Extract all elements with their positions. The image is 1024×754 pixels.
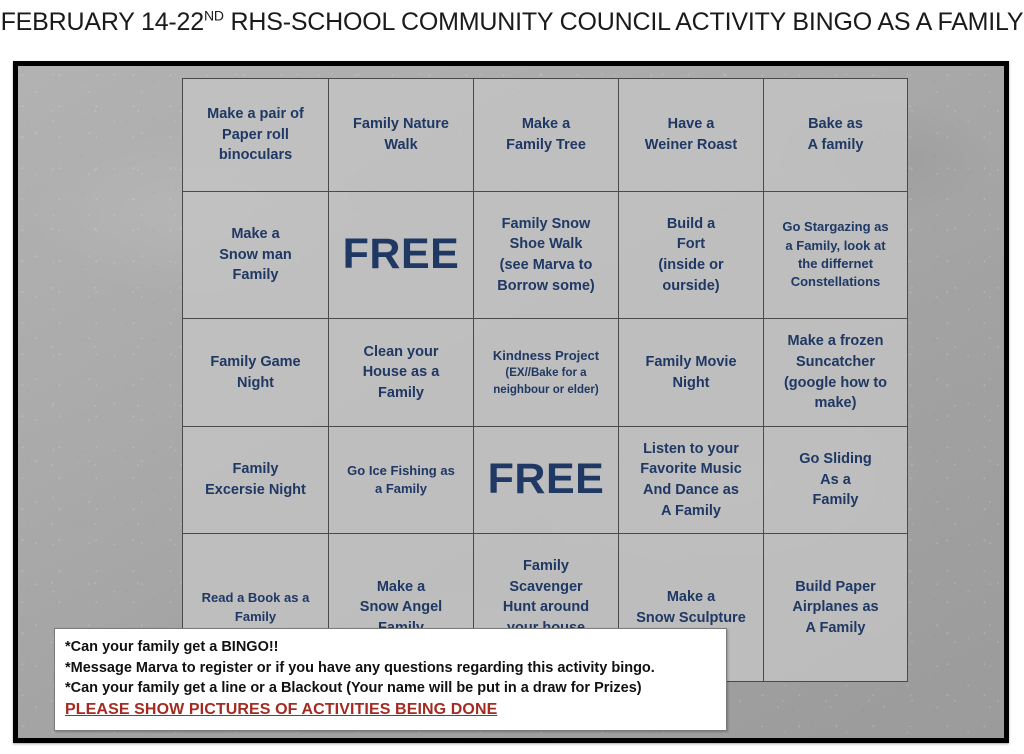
bingo-cell[interactable] (329, 319, 474, 427)
bingo-cell-line: the differnet (797, 256, 874, 271)
bingo-cell-line: Go Stargazing as (782, 219, 889, 235)
bingo-cell-line: Airplanes as (792, 599, 879, 616)
bingo-cell-line: binoculars (218, 147, 293, 164)
bingo-cell-line: Paper roll (222, 126, 289, 143)
bingo-cell-line: Make a pair of (207, 106, 304, 123)
bingo-cell-line: Make a (666, 588, 716, 605)
bingo-cell[interactable] (183, 192, 329, 319)
bingo-cell-line: Suncatcher (796, 353, 875, 370)
bingo-cell-line: Make a frozen (787, 333, 884, 350)
bingo-cell-line: House as a (362, 364, 440, 381)
bingo-row (183, 192, 908, 319)
instruction-emphasis: PLEASE SHOW PICTURES OF ACTIVITIES BEING DONE (65, 700, 498, 718)
bingo-cell[interactable] (764, 427, 908, 534)
bingo-cell-line: Make a (231, 226, 280, 243)
title-lead: FEBRUARY 14-22 (0, 8, 204, 36)
instruction-line: *Can your family get a line or a Blackout (Your name will be put in a draw for Prizes) (65, 680, 642, 697)
bingo-cell-line: And Dance as (643, 482, 739, 498)
title-trail: RHS-SCHOOL COMMUNITY COUNCIL ACTIVITY BINGO AS A FAMILY (223, 8, 1024, 36)
bingo-cell-line: A family (807, 137, 864, 153)
bingo-cell-line: a Family, look at (785, 237, 886, 253)
bingo-cell-line: FREE (487, 455, 605, 504)
bingo-cell-line: ourside) (662, 277, 720, 294)
bingo-cell-line: Build Paper (795, 578, 876, 595)
bingo-cell-line: Scavenger (509, 578, 583, 595)
bingo-cell-line: Family Nature (353, 116, 449, 133)
bingo-cell-line: Family Tree (506, 137, 586, 153)
bingo-cell-line: Family (523, 558, 569, 575)
bingo-cell-line: Family (232, 267, 279, 284)
bingo-cell-line: Night (236, 374, 275, 391)
bingo-cell[interactable] (619, 192, 764, 319)
bingo-cell-line: Weiner Roast (644, 137, 738, 153)
bingo-cell-line: Family (232, 461, 279, 478)
bingo-row (183, 79, 908, 192)
page-title (0, 8, 1024, 37)
bingo-cell-subline: neighbour or elder) (493, 383, 599, 396)
bingo-cell-line: Hunt around (502, 599, 590, 616)
bingo-cell-line: As a (820, 471, 851, 488)
bingo-cell-line: Excersie Night (205, 482, 306, 498)
bingo-cell-subline: (EX//Bake for a (505, 367, 587, 380)
bingo-cell-line: Constellations (790, 274, 881, 290)
bingo-cell-line: Kindness Project (492, 347, 600, 363)
bingo-cell-line: Family (378, 384, 424, 401)
bingo-cell-line: Family (812, 492, 859, 509)
bingo-cell-line: (inside or (658, 257, 724, 273)
bingo-cell-line: FREE (342, 230, 460, 279)
bingo-cell-free[interactable] (474, 427, 619, 534)
bingo-cell-line: Snow Sculpture (636, 609, 746, 626)
bingo-row (183, 319, 908, 427)
bingo-cell-line: Go Ice Fishing as (347, 462, 455, 478)
bingo-cell-line: Family (234, 608, 277, 624)
bingo-cell[interactable] (764, 192, 908, 319)
bingo-cell-line: Make a (376, 578, 426, 595)
bingo-cell-line: Build a (666, 215, 716, 232)
bingo-cell-line: Clean your (363, 343, 439, 360)
bingo-cell[interactable] (329, 427, 474, 534)
bingo-cell[interactable] (474, 192, 619, 319)
bingo-cell-line: Make a (521, 116, 571, 133)
bingo-cell-line: A Family (661, 502, 721, 519)
bingo-cell[interactable] (474, 319, 619, 427)
bingo-cell-line: Snow Angel (359, 599, 443, 616)
instruction-line: *Message Marva to register or if you have any questions regarding this activity bingo. (65, 659, 655, 676)
bingo-cell-line: make) (814, 395, 857, 412)
bingo-cell-line: Listen to your (643, 440, 739, 457)
bingo-cell-line: (see Marva to (499, 257, 593, 273)
bingo-cell-line: (google how to (783, 374, 888, 391)
bingo-cell-line: Borrow some) (497, 277, 595, 294)
bingo-cell[interactable] (619, 427, 764, 534)
bingo-grid-body (183, 79, 908, 682)
bingo-cell-line: Bake as (808, 116, 863, 133)
bingo-cell-line: Night (672, 374, 710, 391)
bingo-cell-line: Read a Book as a (201, 590, 310, 606)
bingo-grid (182, 78, 908, 682)
bingo-cell-line: Family Snow (501, 215, 591, 232)
title-superscript: ND (203, 7, 224, 24)
bingo-cell[interactable] (183, 319, 329, 427)
bingo-cell-line: Walk (384, 137, 418, 153)
bingo-cell-line: Favorite Music (640, 461, 742, 478)
bingo-cell-line: Family Game (210, 353, 301, 370)
bingo-cell-line: Shoe Walk (509, 236, 583, 253)
bingo-cell-line: Snow man (219, 246, 292, 263)
bingo-cell[interactable] (619, 319, 764, 427)
slide-canvas (13, 61, 1009, 743)
bingo-cell-line: Family Movie (645, 353, 737, 370)
bingo-row (183, 427, 908, 534)
instruction-line: *Can your family get a BINGO!! (65, 639, 279, 655)
bingo-cell-line: A Family (805, 619, 866, 636)
bingo-cell[interactable] (183, 427, 329, 534)
instructions-box (54, 628, 727, 731)
bingo-cell[interactable] (764, 534, 908, 682)
bingo-cell-line: a Family (374, 481, 428, 496)
bingo-cell[interactable] (764, 79, 908, 192)
bingo-cell[interactable] (764, 319, 908, 427)
bingo-cell-line: Have a (667, 116, 715, 133)
bingo-cell[interactable] (619, 79, 764, 192)
bingo-cell[interactable] (183, 79, 329, 192)
bingo-cell-line: Go Sliding (799, 451, 872, 468)
bingo-cell-free[interactable] (329, 192, 474, 319)
bingo-cell[interactable] (474, 79, 619, 192)
bingo-cell-line: Fort (676, 236, 706, 253)
bingo-cell[interactable] (329, 79, 474, 192)
